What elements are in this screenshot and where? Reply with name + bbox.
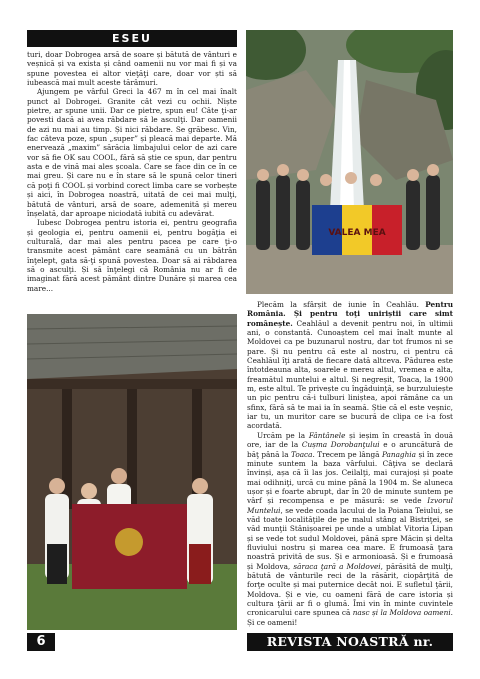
intro-text: Plecăm la sfârșit de iunie în Ceahlău. xyxy=(257,300,419,309)
left-text-column xyxy=(27,50,237,306)
italic-run: Cușma Dorobanţului xyxy=(301,440,380,450)
paragraph: Iubesc Dobrogea pentru istoria ei, pentru geografia și geologia ei, pentru oamenii ei, pentru bogăţia ei culturală, dar mai ales pentru pacea pe care ţi-o transmite acest pământ care seamănă cu un bătrân înţelept, gata să-ţi spună povestea. Doar să ai răbdarea să o asculţi. Și să înţelegi că România nu ar fi de imaginat fără acest pământ dintre Dunăre și marea cea mare... xyxy=(27,218,237,293)
text-run: Urcăm pe la xyxy=(257,430,306,440)
text-run: . Trecem pe lângă xyxy=(312,449,380,459)
italic-run: Panaghia xyxy=(381,449,416,459)
italic-run: Toaca xyxy=(291,449,313,459)
magazine-title: REVISTA NOASTRĂ nr. 49/50 xyxy=(247,633,453,651)
italic-run: săraca ţară a Moldovei xyxy=(293,561,381,571)
page-number: 6 xyxy=(27,633,55,651)
italic-run: nasc și la Moldova oameni xyxy=(352,608,451,618)
italic-run: Fântânele xyxy=(308,430,346,440)
intro-bold: Pentru România. Și pentru toţi uniriștii care simt românește. xyxy=(247,300,453,328)
paragraph-text: Ceahlăul a devenit pentru noi, în ultimii ani, o constantă. Cunoaștem cel mai înalt munte al Moldovei ca pe buzunarul nostru, dar tot frumos ni se pare. Și nu pentru că este al nostru, ci pentru că Ceahlăul îţi arată de fiecare dată altceva. Pădurea este întotdeauna alta, soarele e mereu altul, vremea e alta, freamătul muntelui e altul. Și negreșit, Toaca, la 1900 m, este altul. Te privește cu îngăduinţă, se burzuluiește un pic pentru că-i tulburi liniștea, apoi rămâne ca un sfinx, fără să te mai ia în seamă. Știe că el este veșnic, iar tu, un muritor care se bucură de clipa ce i-a fost acordată. xyxy=(247,318,453,431)
text-run: și în zece minute suntem la baza vârfului. Câţiva se declară învinși, așa că îi las jos. Ceilalţi, mai curajoși și poate mai odihniţi, urcă cu mine până la 1904 m. Se aluneca ușor și e foarte abrupt, dar în 20 de minute suntem pe vârf și recompensa e pe măsură: se vede xyxy=(247,449,453,506)
paragraph: Ajungem pe vârful Greci la 467 m în cel mai înalt punct al Dobrogei. Granite cât vezi cu ochii. Niște pietre, ar spune unii. Dar ce pietre, spun eu! Câte ţi-ar povesti dacă ai avea răbdare să le asculţi. Dar oamenii de azi nu mai au timp. Și nici răbdare. Se grăbesc. Vin, fac câteva poze, spun „super” și pleacă mai departe. Mă enervează „maxim” sărăcia limbajului celor de azi care vor să fie OK sau COOL, fără să știe ce spun, dar pentru asta e de vină mai ales școala. Care se face din ce în ce mai greu. Și care nu e în stare să le spună celor tineri că poţi fi COOL și vorbind corect limba care se vorbește și aici, în Dobrogea noastră, uitată de cei mai mulţi, bătută de vânturi, arsă de soare, ademenită și mereu înșelată, dar aproape niciodată iubită cu adevărat. xyxy=(27,87,237,218)
church-group-photo xyxy=(27,314,237,630)
text-run: și ieșim în creastă în două ore, iar de la xyxy=(247,430,453,450)
paragraph-ascent xyxy=(247,431,453,627)
text-run: . Și ce oameni! xyxy=(247,608,453,627)
text-run: e o aruncătură de băţ până la xyxy=(247,440,453,459)
waterfall-group-photo xyxy=(246,30,453,294)
section-header: ESEU xyxy=(27,30,237,47)
right-text-column xyxy=(247,300,453,630)
paragraph: turi, doar Dobrogea arsă de soare și bătută de vânturi e veșnică și va exista și când oamenii nu vor mai fi și va spune povestea ei altor vieţăţi care, doar vor ști să iubească mai mult aceste tărâmuri. xyxy=(27,50,237,88)
flag-text: VALEA MEA xyxy=(328,228,386,238)
italic-run: Izvorul Muntelui xyxy=(247,496,453,515)
text-run: , se vede coada lacului de la Poiana Teiului, se văd toate localităţile de pe malul stâng al Bistriţei, se văd munţii Stânișoarei pe unde a umblat Vitoria Lipan și se vede tot sudul Moldovei, până spre Măcin și delta fluviului nostru și marea cea mare. E frumoasă ţara noastră privită de sus. Și e armonioasă. Și e frumoasă și Moldova, xyxy=(247,505,453,571)
text-run: , părăsită de mulţi, bătută de vânturile reci de la răsărit, ciopârţită de forţe oculte și mai puternice decât noi. E sufletul ţării, Moldova. Și e vie, cu oameni fără de care istoria și cultura ţării ar fi o glumă. Îmi vin în minte cuvintele cronicarului care spunea că xyxy=(247,561,453,618)
paragraph-intro xyxy=(247,300,453,431)
